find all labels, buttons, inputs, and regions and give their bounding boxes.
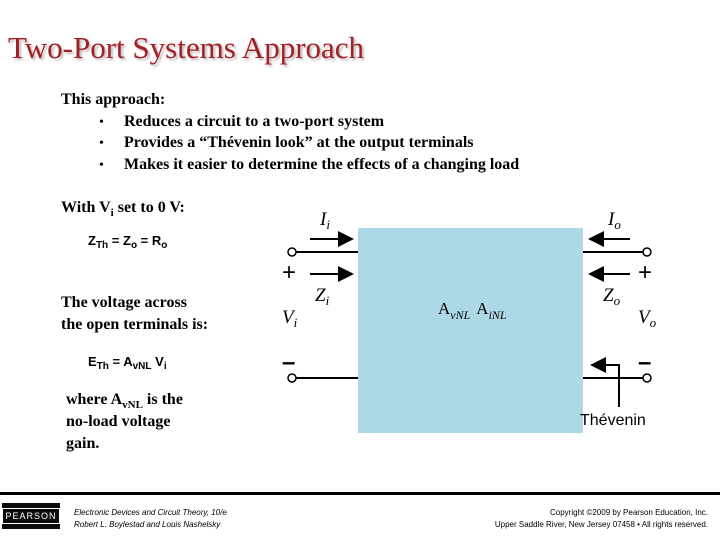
vo-label: $V_o$ [638,307,657,330]
vi-label: $V_i$ [282,307,298,330]
copyright-notice: Copyright ©2009 by Pearson Education, Inc. Upper Saddle River, New Jersey 07458 • All rights reserved. [494,508,708,529]
thevenin-arrow [592,365,619,407]
publisher-logo: PEARSON [2,503,60,529]
voltage-text-line2: the open terminals is: [61,316,209,333]
vo-minus: – [638,349,652,376]
gain-text-line3: gain. [66,435,100,452]
bullet-dot: • [99,115,104,130]
thevenin-label: Thévenin [580,412,646,429]
gain-text-line1: where $A_{vNL}$ is the [66,391,183,412]
vo-plus: + [638,259,653,286]
equation-eth: $E_{Th} = A_{vNL}$ $V_i$ [88,354,167,372]
vi-minus: – [282,349,296,376]
slide-title: Two-Port Systems Approach [8,30,365,65]
gain-text-line2: no-load voltage [66,413,171,430]
intro-text: This approach: [61,91,166,108]
footer-divider [0,492,720,495]
gain-label: $A_{vNL}$ $A_{iNL}$ [438,299,507,322]
terminal-out-top [643,248,651,256]
bullet-2: Provides a “Thévenin look” at the output terminals [124,134,474,151]
vi-plus: + [282,259,297,286]
book-credit: Electronic Devices and Circuit Theory, 10/e Robert L. Boylestad and Louis Nashelsky [74,508,227,529]
voltage-text-line1: The voltage across [61,294,187,311]
bullet-dot: • [99,158,104,173]
vi-zero-text: With $V_i$ set to 0 V: [61,199,185,220]
terminal-in-top [288,248,296,256]
equation-zth: $Z_{Th} = Z_o = R_o$ [88,233,168,251]
two-port-diagram [270,195,670,435]
bullet-3: Makes it easier to determine the effects of a changing load [124,156,520,173]
two-port-box [358,228,583,433]
ii-label: $I_i$ [320,209,330,232]
zo-label: $Z_o$ [603,285,621,308]
zi-label: $Z_i$ [315,285,330,308]
io-label: $I_o$ [608,209,621,232]
bullet-1: Reduces a circuit to a two-port system [124,113,385,130]
bullet-dot: • [99,136,104,151]
